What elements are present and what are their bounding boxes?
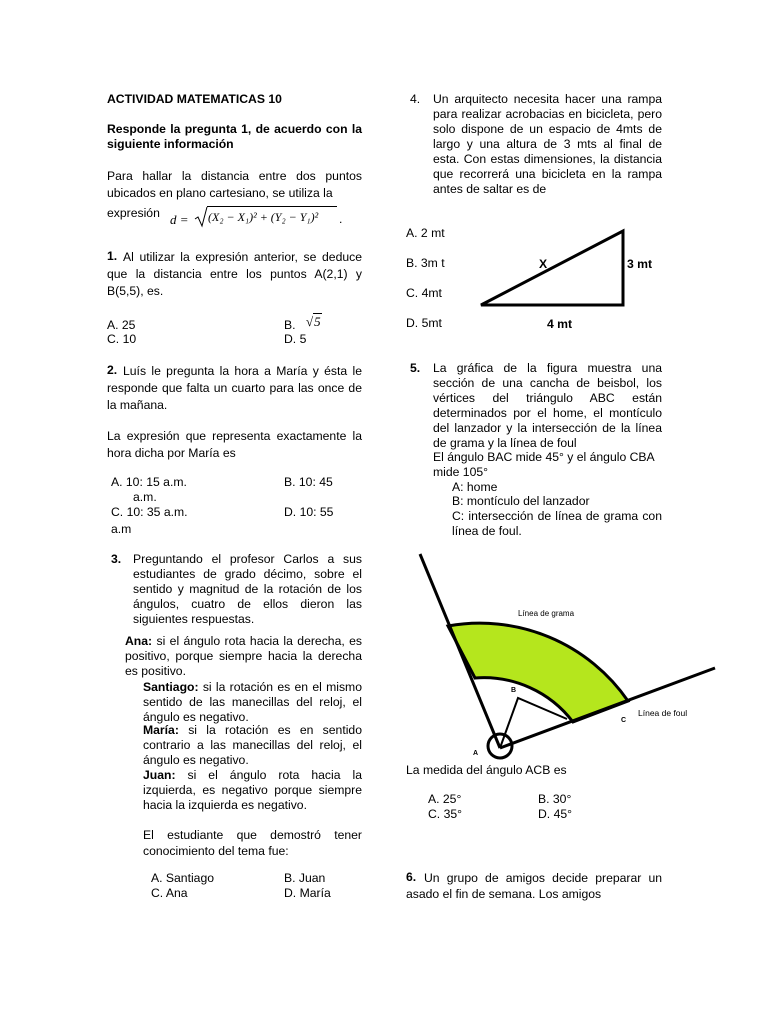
q3-juan: Juan: si el ángulo rota hacia la izquierda, es negativo porque siempre hacia la izquierda es negativo. <box>143 768 362 812</box>
q1-option-d[interactable]: D. 5 <box>284 332 307 346</box>
q5-number: 5. <box>410 361 421 375</box>
q6-text: Un grupo de amigos decide preparar un asado el fin de semana. Los amigos <box>406 871 662 901</box>
q2-option-d[interactable]: D. 10: 55 <box>284 505 334 519</box>
q2-option-a-cont: a.m. <box>133 490 157 504</box>
q5-angles: El ángulo BAC mide 45° y el ángulo CBA mide 105° <box>433 450 654 479</box>
q2-option-c[interactable]: C. 10: 35 a.m. <box>111 505 188 519</box>
q4-options <box>406 226 466 336</box>
q5-option-d[interactable]: D. 45° <box>538 807 573 821</box>
q5-question: La medida del ángulo ACB es <box>406 763 567 777</box>
q3-option-b[interactable]: B. Juan <box>284 871 326 885</box>
q5-option-c[interactable]: C. 35° <box>428 807 463 821</box>
q3-maria: María: si la rotación es en sentido contrario a las manecillas del reloj, el ángulo es negativo. <box>143 723 362 767</box>
q2-number: 2. <box>107 363 118 377</box>
q5-option-b[interactable]: B. 30° <box>538 792 572 806</box>
q2-option-a[interactable]: A. 10: 15 a.m. <box>111 475 187 489</box>
q5-item-c: C: intersección de línea de grama con línea de foul. <box>452 509 662 538</box>
ramp-base-label: 4 mt <box>547 317 573 331</box>
q6-number: 6. <box>406 870 417 884</box>
intro-text: Para hallar la distancia entre dos puntos ubicados en plano cartesiano, se utiliza la <box>107 169 362 200</box>
sqrt-vinculum <box>207 206 337 207</box>
q1-option-b-sqrt: √5 <box>306 314 321 329</box>
q1-option-a[interactable]: A. 25 <box>107 318 136 332</box>
q4-option-b[interactable]: B. 3m t <box>406 256 445 270</box>
q3-option-c[interactable]: C. Ana <box>151 886 188 900</box>
q2-option-b[interactable]: B. 10: 45 <box>284 475 333 489</box>
foul-line-label: Línea de foul <box>638 708 688 718</box>
ramp-hypotenuse-label: X <box>539 257 548 271</box>
grass-line-label: Línea de grama <box>518 609 575 618</box>
formula-radicand: (X₂ − X₁)² + (Y₂ − Y₁)² <box>208 210 319 224</box>
page-title: ACTIVIDAD MATEMATICAS 10 <box>107 92 282 106</box>
q1-options <box>107 316 362 348</box>
q5-text: La gráfica de la figura muestra una sección de una cancha de beisbol, los vértices del triángulo ABC están determinados por el home, el montículo del lanzador y la intersección de la línea de grama y la línea de foul <box>433 361 662 450</box>
q1-number: 1. <box>107 249 118 263</box>
q2-option-d-cont: a.m <box>111 522 132 536</box>
q4-text: Un arquitecto necesita hacer una rampa para realizar acrobacias en bicicleta, pero solo dispone de un espacio de 4mts de largo y una altura de 3 mts al final de esta. Con estas dimensiones, la distancia que recorrerá una bicicleta en la rampa antes de saltar es de <box>433 92 662 196</box>
q3-option-a[interactable]: A. Santiago <box>151 871 215 885</box>
baseball-field-figure <box>402 548 717 764</box>
q2-text: Luís le pregunta la hora a María y ésta le responde que falta un cuarto para las once de la mañana. <box>107 364 362 412</box>
formula-lhs: d = <box>170 212 189 227</box>
q1-option-b[interactable]: B. <box>284 318 296 332</box>
q5-item-b: B: montículo del lanzador <box>452 494 590 508</box>
vertex-a-label: A <box>473 750 479 757</box>
q2-subtext: La expresión que representa exactamente la hora dicha por María es <box>107 429 362 460</box>
sqrt-symbol <box>194 206 208 228</box>
ramp-height-label: 3 mt <box>627 257 653 271</box>
q3-santiago: Santiago: si la rotación es en el mismo sentido de las manecillas del reloj, el ángulo es negativo. <box>143 680 362 724</box>
vertex-c-label: C <box>621 717 627 724</box>
q3-option-d[interactable]: D. María <box>284 886 331 900</box>
q3-options <box>151 871 362 903</box>
q1-option-c[interactable]: C. 10 <box>107 332 137 346</box>
q4-option-d[interactable]: D. 5mt <box>406 316 442 330</box>
intro-expresion: expresión <box>107 206 160 220</box>
q1-text: Al utilizar la expresión anterior, se deduce que la distancia entre los puntos A(2,1) y B(5,5), es. <box>107 250 362 298</box>
formula-dot: . <box>339 212 343 226</box>
q5-item-a: A: home <box>452 480 498 494</box>
q3-ana: Ana: si el ángulo rota hacia la derecha, es positivo, porque siempre hacia la derecha es positivo. <box>125 634 362 678</box>
q3-number: 3. <box>111 552 122 566</box>
q5-options <box>428 792 658 824</box>
instruction: Responde la pregunta 1, de acuerdo con la siguiente información <box>107 122 362 151</box>
q5-option-a[interactable]: A. 25° <box>428 792 462 806</box>
q4-option-c[interactable]: C. 4mt <box>406 286 442 300</box>
q3-text: Preguntando el profesor Carlos a sus estudiantes de grado décimo, sobre el sentido y magnitud de la rotación de los ángulos, cuatro de ellos dieron las siguientes respuestas. <box>133 552 362 626</box>
q4-number: 4. <box>410 92 421 106</box>
formula-line <box>107 204 369 230</box>
q3-question: El estudiante que demostró tener conocimiento del tema fue: <box>143 828 362 858</box>
q4-option-a[interactable]: A. 2 mt <box>406 226 445 240</box>
vertex-b-label: B <box>511 687 517 694</box>
q2-options <box>107 475 362 539</box>
ramp-triangle <box>481 231 623 305</box>
